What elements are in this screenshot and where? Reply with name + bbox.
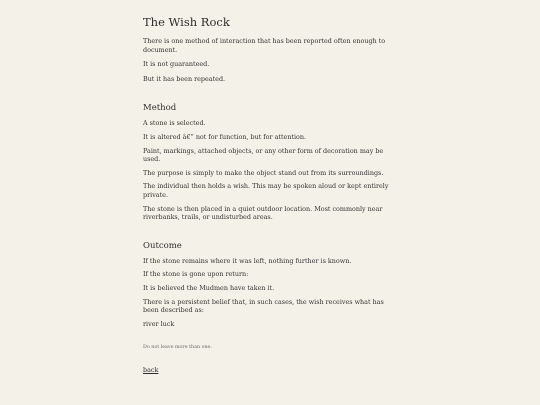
outcome-paragraph-3: It is believed the Mudmen have taken it. — [143, 283, 275, 292]
outcome-paragraph-1: If the stone remains where it was left, nothing further is known. — [143, 256, 352, 265]
method-paragraph-1: A stone is selected. — [143, 119, 206, 128]
article — [143, 14, 398, 375]
intro-paragraph-2: It is not guaranteed. — [143, 60, 210, 69]
method-paragraph-4: The purpose is simply to make the object stand out from its surroundings. — [143, 168, 384, 177]
river-luck-text: river luck — [143, 319, 175, 328]
footnote: Do not leave more than one. — [143, 345, 212, 351]
method-paragraph-3: Paint, markings, attached objects, or any other form of decoration may be used. — [143, 146, 384, 164]
method-heading: Method — [143, 103, 177, 114]
intro-paragraph-3: But it has been repeated. — [143, 74, 226, 83]
page-title: The Wish Rock — [143, 15, 230, 29]
outcome-heading: Outcome — [143, 240, 182, 251]
back-link[interactable]: back — [143, 366, 159, 375]
outcome-paragraph-4: There is a persistent belief that, in such cases, the wish receives what has been described as: — [143, 297, 384, 315]
outcome-paragraph-2: If the stone is gone upon return: — [143, 270, 249, 279]
method-paragraph-2: It is altered â€” not for function, but for attention. — [143, 132, 307, 141]
method-paragraph-5: The individual then holds a wish. This may be spoken aloud or kept entirely private. — [143, 182, 389, 199]
intro-paragraph-1: There is one method of interaction that has been reported often enough to document. — [143, 37, 386, 54]
back-link-wrapper — [143, 366, 398, 375]
method-paragraph-6: The stone is then placed in a quiet outdoor location. Most commonly near riverbanks, trails, or undisturbed areas. — [143, 204, 383, 222]
